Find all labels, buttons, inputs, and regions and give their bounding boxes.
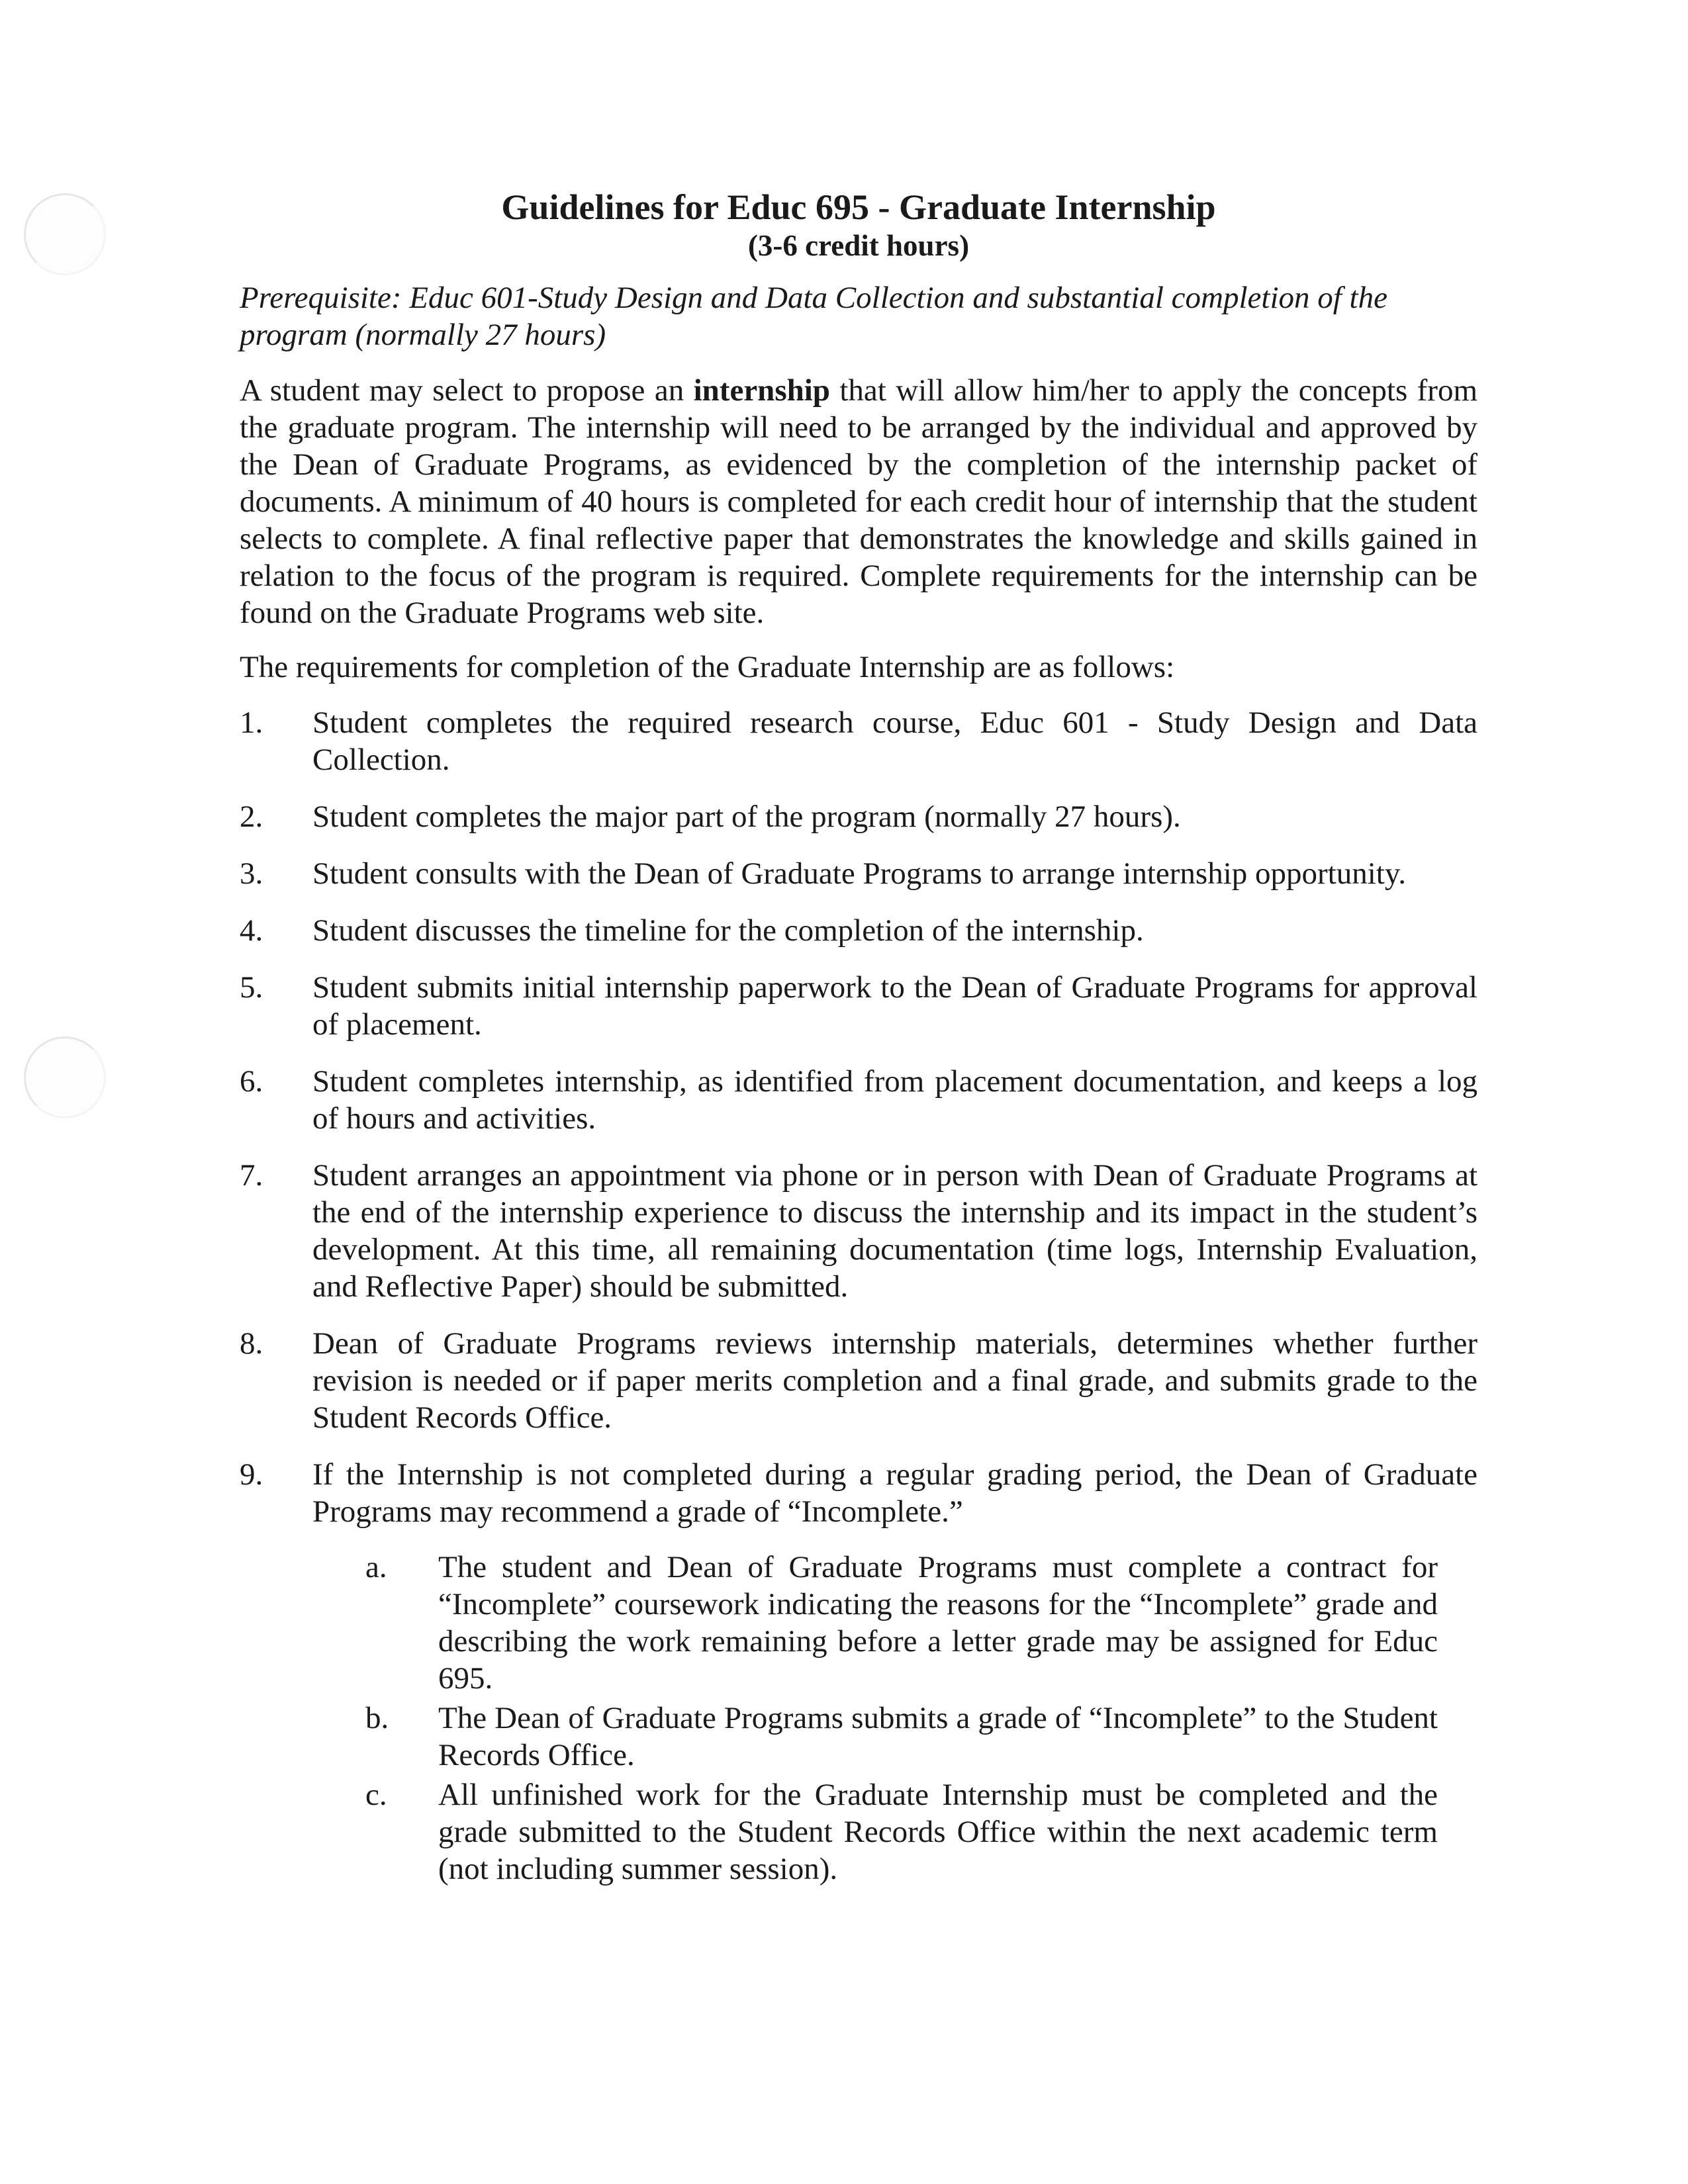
list-item-text: Student completes the major part of the program (normally 27 hours). bbox=[312, 799, 1181, 834]
intro-text-part2: that will allow him/her to apply the concepts from the graduate program. The internship will need to be arranged by the individual and approved by the Dean of Graduate Programs, as evidenced by the completion of the internship packet of documents. A minimum of 40 hours is completed for each credit hour of internship that the student selects to complete. A final reflective paper that demonstrates the knowledge and skills gained in relation to the focus of the program is required. Complete requirements for the internship can be found on the Graduate Programs web site. bbox=[240, 373, 1478, 630]
list-item bbox=[240, 855, 1477, 892]
list-item-number: 6. bbox=[240, 1064, 263, 1099]
list-item-number: 2. bbox=[240, 799, 263, 834]
list-item bbox=[240, 1325, 1477, 1436]
list-item-number: 9. bbox=[240, 1457, 263, 1492]
list-item-text: Student submits initial internship paperwork to the Dean of Graduate Programs for approval of placement. bbox=[312, 970, 1477, 1042]
list-item-text: Student consults with the Dean of Graduate Programs to arrange internship opportunity. bbox=[312, 856, 1407, 891]
list-item bbox=[240, 1456, 1477, 1888]
sublist-item bbox=[312, 1549, 1438, 1697]
punch-hole-icon bbox=[24, 193, 106, 275]
incomplete-sublist bbox=[312, 1549, 1438, 1888]
sublist-item-text: The Dean of Graduate Programs submits a grade of “Incomplete” to the Student Records Office. bbox=[438, 1701, 1438, 1772]
sublist-item bbox=[312, 1776, 1438, 1888]
intro-paragraph bbox=[240, 372, 1477, 631]
list-item-text: Student discusses the timeline for the completion of the internship. bbox=[312, 913, 1144, 948]
list-item bbox=[240, 798, 1477, 835]
sublist-item-letter: c. bbox=[365, 1778, 387, 1812]
sublist-item-letter: a. bbox=[365, 1550, 387, 1584]
list-item bbox=[240, 912, 1477, 949]
document-body bbox=[240, 187, 1477, 1907]
list-item-number: 3. bbox=[240, 856, 263, 891]
list-item-number: 5. bbox=[240, 970, 263, 1005]
list-item bbox=[240, 969, 1477, 1043]
sublist-item-text: The student and Dean of Graduate Programs must complete a contract for “Incomplete” coursework indicating the reasons for the “Incomplete” grade and describing the work remaining before a letter grade may be assigned for Educ 695. bbox=[438, 1550, 1438, 1696]
list-item-text: Student arranges an appointment via phone or in person with Dean of Graduate Programs at the end of the internship experience to discuss the internship and its impact in the student’s development. At this time, all remaining documentation (time logs, Internship Evaluation, and Reflective Paper) should be submitted. bbox=[312, 1158, 1477, 1304]
requirements-list bbox=[240, 704, 1477, 1888]
sublist-item bbox=[312, 1700, 1438, 1774]
list-item-text: If the Internship is not completed during a regular grading period, the Dean of Graduate Programs may recommend a grade of “Incomplete.” bbox=[312, 1457, 1477, 1529]
list-item-text: Dean of Graduate Programs reviews internship materials, determines whether further revision is needed or if paper merits completion and a final grade, and submits grade to the Student Records Office. bbox=[312, 1326, 1477, 1435]
list-item bbox=[240, 1157, 1477, 1305]
list-item-number: 8. bbox=[240, 1326, 263, 1361]
list-item-number: 4. bbox=[240, 913, 263, 948]
intro-bold-term: internship bbox=[693, 373, 830, 408]
document-subtitle: (3-6 credit hours) bbox=[747, 229, 970, 262]
sublist-item-text: All unfinished work for the Graduate Internship must be completed and the grade submitted to the Student Records Office within the next academic term (not including summer session). bbox=[438, 1778, 1438, 1886]
prerequisite-text: Prerequisite: Educ 601-Study Design and Data Collection and substantial completion of the program (normally 27 hours) bbox=[240, 281, 1387, 352]
list-item bbox=[240, 704, 1477, 778]
requirements-heading: The requirements for completion of the Graduate Internship are as follows: bbox=[240, 650, 1175, 684]
list-item bbox=[240, 1063, 1477, 1137]
document-title: Guidelines for Educ 695 - Graduate Internship bbox=[501, 187, 1216, 227]
list-item-text: Student completes the required research course, Educ 601 - Study Design and Data Collection. bbox=[312, 705, 1477, 777]
list-item-number: 1. bbox=[240, 705, 263, 740]
list-item-number: 7. bbox=[240, 1158, 263, 1193]
intro-text-part1: A student may select to propose an bbox=[240, 373, 694, 408]
punch-hole-icon bbox=[24, 1036, 106, 1118]
sublist-item-letter: b. bbox=[365, 1701, 389, 1735]
list-item-text: Student completes internship, as identified from placement documentation, and keeps a log of hours and activities. bbox=[312, 1064, 1477, 1136]
